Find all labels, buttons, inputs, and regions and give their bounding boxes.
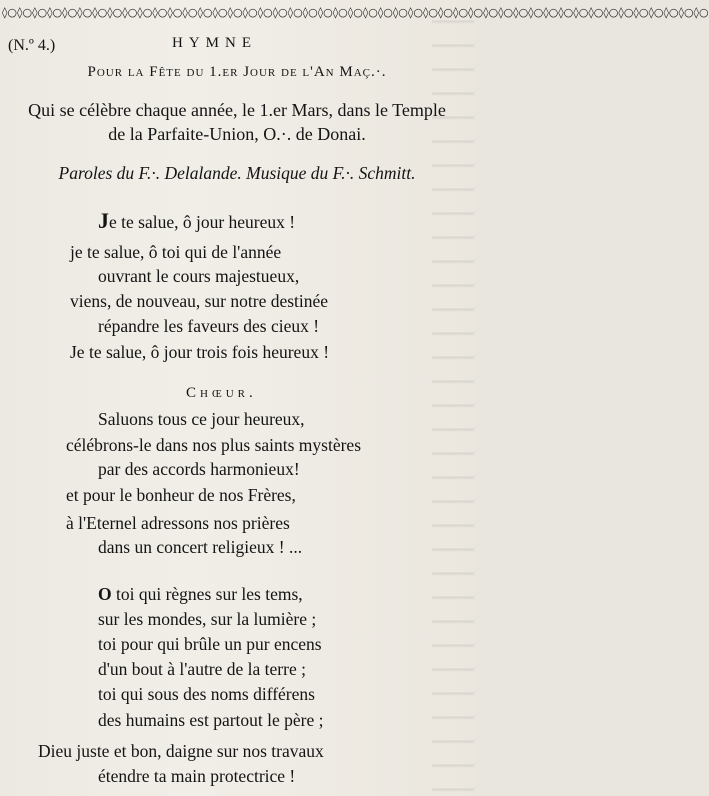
verse-line: des humains est partout le père ; (98, 710, 324, 730)
verse-line: Saluons tous ce jour heureux, (98, 409, 305, 429)
verse-line: dans un concert religieux ! ... (98, 537, 303, 557)
hymn-subtitle: Pour la Fête du 1.er Jour de l'An Maç.·. (87, 64, 387, 80)
credits-line: Paroles du F.·. Delalande. Musique du F.·. Schmitt. (58, 163, 416, 183)
verse-line: d'un bout à l'autre de la terre ; (98, 659, 306, 679)
verse-line: et pour le bonheur de nos Frères, (66, 485, 296, 505)
verse-line: Dieu juste et bon, daigne sur nos travaux (38, 741, 324, 761)
verse-line: Je te salue, ô jour trois fois heureux ! (70, 342, 330, 362)
verse-line: Je te salue, ô jour heureux ! (98, 208, 296, 233)
verse-line: viens, de nouveau, sur notre destinée (70, 291, 329, 311)
verse-line: sur les mondes, sur la lumière ; (98, 609, 317, 629)
verse-line: toi qui sous des noms différens (98, 684, 315, 704)
decorative-border: ◊○◊○◊○◊○◊○◊○◊○◊○◊○◊○◊○◊○◊○◊○◊○◊○◊○◊○◊○◊○◊○◊○◊○◊○◊○◊○◊○◊○◊○◊○◊○◊○◊○◊○◊○◊○◊○◊○◊○◊○◊○◊○◊○◊○◊○◊○◊○ (2, 6, 709, 19)
verse-line: ouvrant le cours majestueux, (98, 266, 300, 286)
hymn-number: (N.º 4.) (8, 37, 56, 54)
verse-line: célébrons-le dans nos plus saints mystères (66, 435, 362, 455)
stanza-initial: O (98, 584, 112, 604)
verse-line: toi pour qui brûle un pur encens (98, 634, 322, 654)
chorus-heading: Chœur. (186, 385, 257, 401)
verse-line: O toi qui règnes sur les tems, (98, 584, 303, 604)
verse-line: répandre les faveurs des cieux ! (98, 316, 320, 336)
hymn-title: HYMNE (172, 35, 257, 51)
drop-cap: J (98, 208, 109, 233)
verse-line: par des accords harmonieux! (98, 459, 300, 479)
description-line-1: Qui se célèbre chaque année, le 1.er Mars, dans le Temple (28, 100, 446, 120)
description-line-2: de la Parfaite-Union, O.·. de Donai. (108, 124, 366, 144)
verse-line: à l'Eternel adressons nos prières (66, 513, 290, 533)
verse-line: je te salue, ô toi qui de l'année (70, 242, 282, 262)
verse-line: étendre ta main protectrice ! (98, 766, 296, 786)
